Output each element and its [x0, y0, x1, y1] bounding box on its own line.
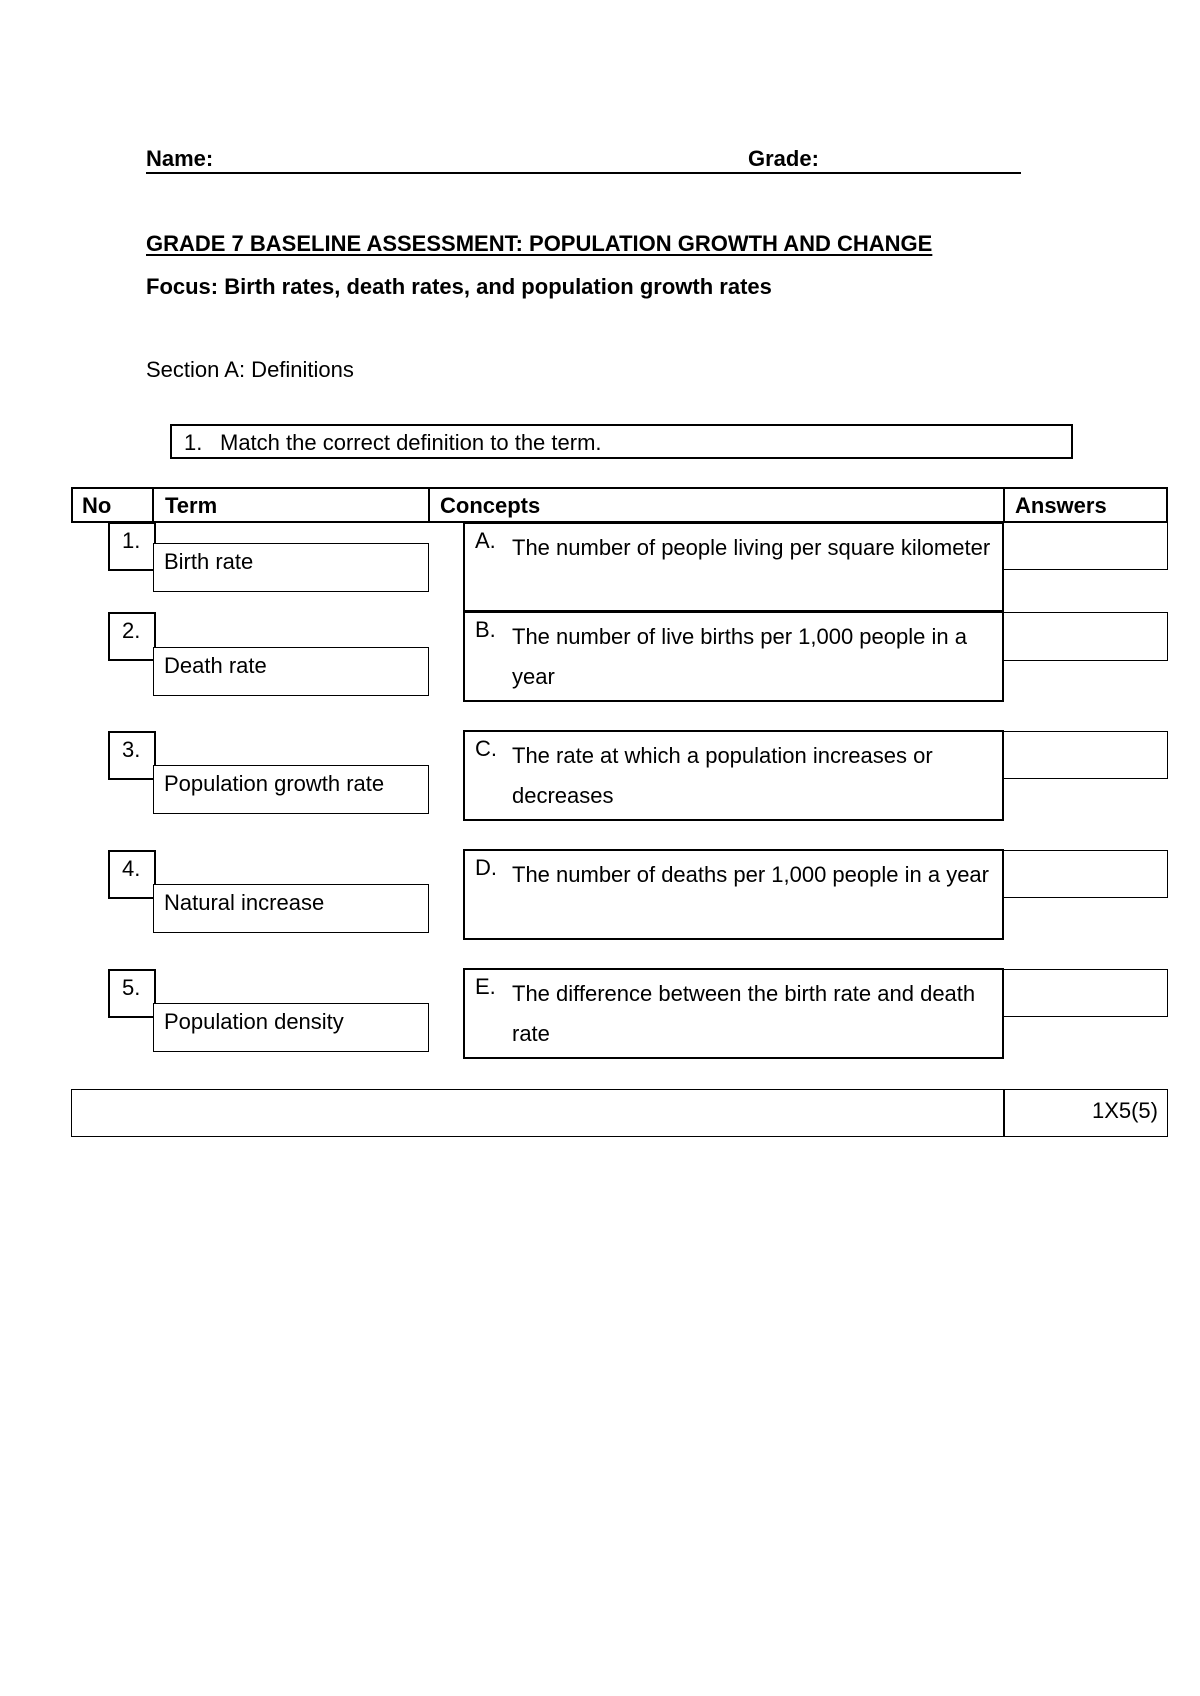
instruction-number: 1.: [184, 430, 203, 455]
term-box: [153, 647, 429, 696]
concept-text: The rate at which a population increases or decreases: [512, 743, 933, 808]
concept-box: [463, 730, 1004, 821]
term-label: Birth rate: [164, 549, 254, 574]
concept-text: The number of live births per 1,000 people in a year: [512, 624, 967, 689]
answer-box[interactable]: [1003, 522, 1168, 570]
name-label: Name:: [146, 146, 214, 171]
term-label: Death rate: [164, 653, 267, 678]
focus-line: Focus: Birth rates, death rates, and population growth rates: [146, 274, 772, 299]
row-number: 3.: [122, 737, 141, 762]
instruction-text: Match the correct definition to the term.: [220, 430, 602, 455]
term-box: [153, 1003, 429, 1052]
section-heading: Section A: Definitions: [146, 357, 354, 382]
header-divider: [428, 487, 430, 523]
concept-text: The number of deaths per 1,000 people in a year: [512, 862, 989, 887]
concept-box: [463, 522, 1004, 612]
concept-box: [463, 849, 1004, 940]
term-label: Population density: [164, 1009, 344, 1034]
concept-text: The difference between the birth rate and death rate: [512, 981, 976, 1046]
answer-box[interactable]: [1003, 850, 1168, 898]
term-box: [153, 543, 429, 592]
header-divider: [1003, 487, 1005, 523]
row-number: 5.: [122, 975, 141, 1000]
row-number-box: [108, 522, 156, 571]
term-box: [153, 765, 429, 814]
concept-box: [463, 611, 1004, 702]
answer-box[interactable]: [1003, 969, 1168, 1017]
term-label: Population growth rate: [164, 771, 385, 796]
row-number-box: [108, 969, 156, 1018]
column-header-no: No: [82, 493, 112, 518]
row-number: 4.: [122, 856, 141, 881]
grade-field[interactable]: [830, 142, 1020, 172]
column-header-answers: Answers: [1015, 493, 1107, 518]
concept-letter: D.: [475, 855, 497, 880]
column-header-term: Term: [165, 493, 218, 518]
name-field[interactable]: [222, 142, 742, 172]
row-number-box: [108, 731, 156, 780]
concept-letter: C.: [475, 736, 497, 761]
answer-box[interactable]: [1003, 731, 1168, 779]
term-box: [153, 884, 429, 933]
concept-box: [463, 968, 1004, 1059]
total-marks: 1X5(5): [1091, 1098, 1158, 1123]
page-title: GRADE 7 BASELINE ASSESSMENT: POPULATION GROWTH AND CHANGE: [146, 231, 933, 256]
term-label: Natural increase: [164, 890, 325, 915]
row-number: 1.: [122, 528, 141, 553]
concept-letter: E.: [475, 974, 496, 999]
answer-box[interactable]: [1003, 612, 1168, 661]
instruction-box: [170, 424, 1073, 459]
concept-letter: A.: [475, 528, 496, 553]
concept-letter: B.: [475, 617, 496, 642]
total-divider: [1003, 1089, 1005, 1137]
row-number-box: [108, 850, 156, 899]
concept-text: The number of people living per square kilometer: [512, 535, 991, 560]
header-divider: [152, 487, 154, 523]
grade-label: Grade:: [748, 146, 819, 171]
row-number-box: [108, 612, 156, 661]
row-number: 2.: [122, 618, 141, 643]
column-header-concepts: Concepts: [440, 493, 541, 518]
